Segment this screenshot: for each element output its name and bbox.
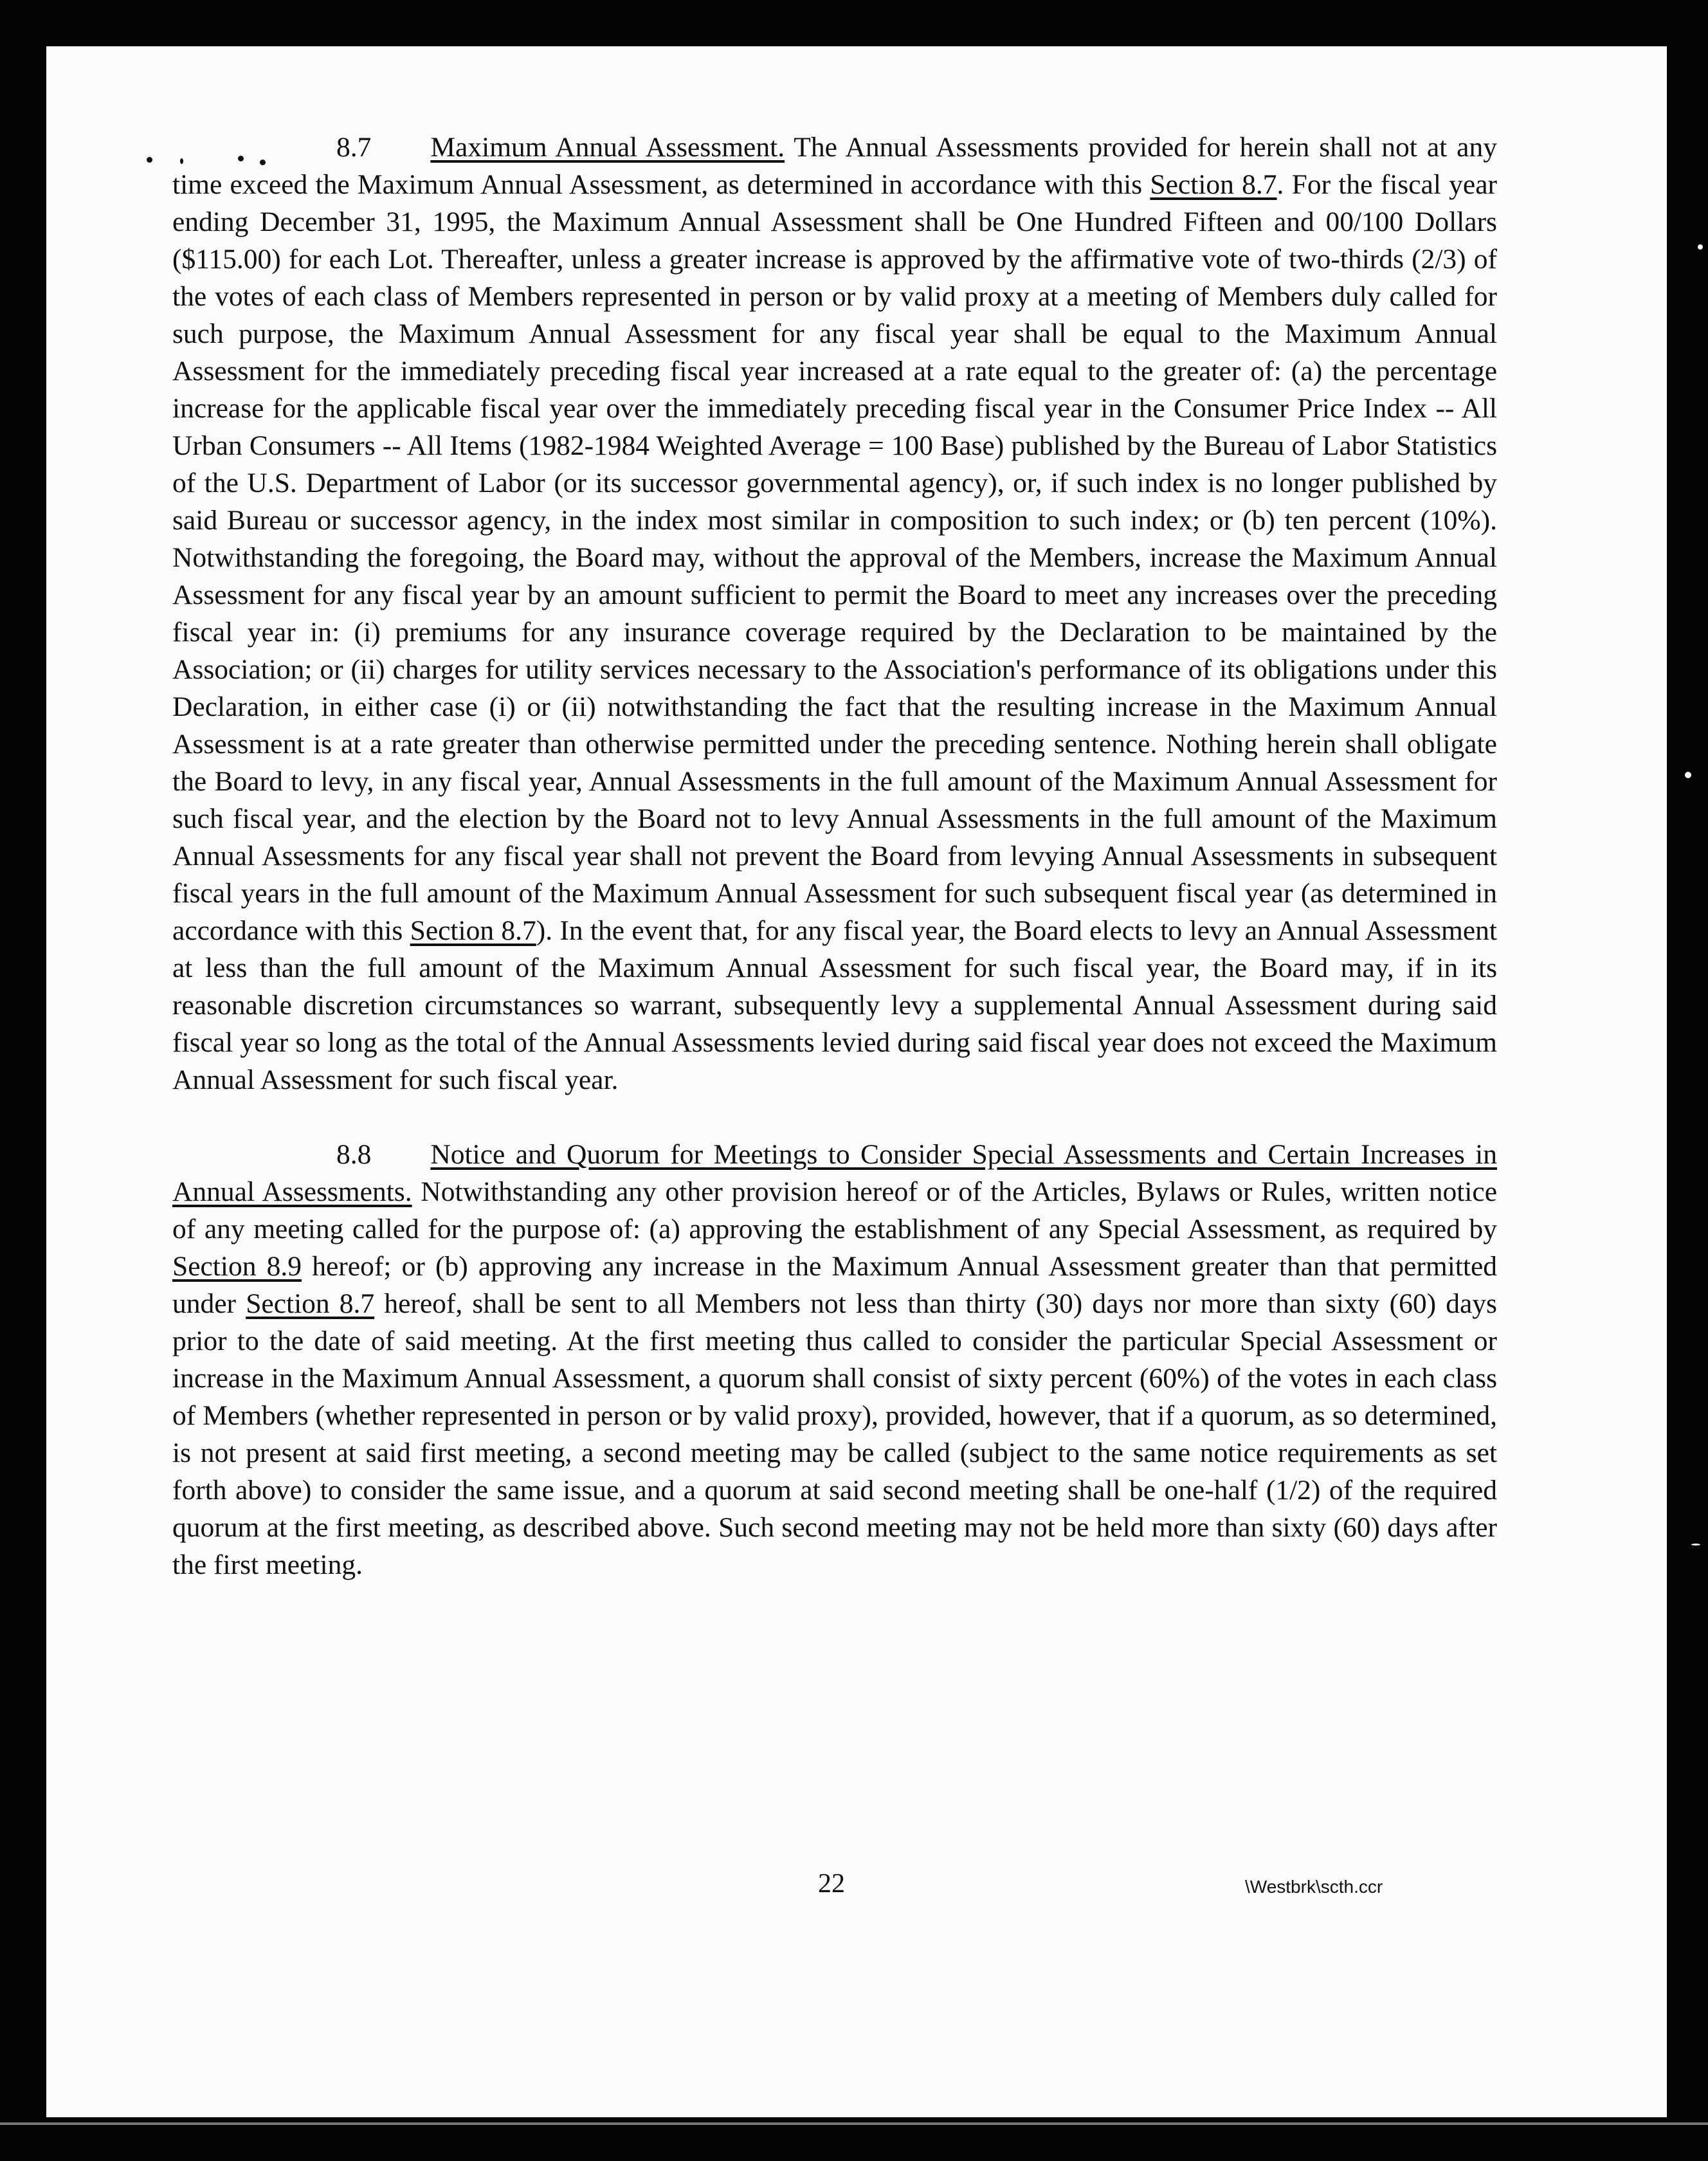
section-8-8 <box>172 1136 1497 1583</box>
section-text: The Annual Assessments provided for herein shall not at any time exceed the Maximum Annual Assessment, as determined in accordance with this <box>172 132 1497 200</box>
section-heading: Maximum Annual Assessment. <box>430 132 785 163</box>
scan-edge <box>0 2122 1708 2125</box>
document-body <box>172 129 1497 1583</box>
page-number: 22 <box>818 1869 845 1899</box>
section-text: ). In the event that, for any fiscal year, the Board elects to levy an Annual Assessment at less than the full amount of the Maximum Annual Assessment for such fiscal year, the Board may, if in its reasonable discretion circumstances so warrant, subsequently levy a supplemental Annual Assessment during said fiscal year so long as the total of the Annual Assessments levied during said fiscal year does not exceed the Maximum Annual Assessment for such fiscal year. <box>172 915 1498 1095</box>
scan-speck <box>1685 772 1691 778</box>
section-reference: Section 8.7 <box>246 1288 375 1319</box>
section-text: hereof, shall be sent to all Members not less than thirty (30) days nor more than sixty (60) days prior to the date of said meeting. At the first meeting thus called to consider the particular Special Assessment or increase in the Maximum Annual Assessment, a quorum shall consist of sixty percent (60%) of the votes in each class of Members (whether represented in person or by valid proxy), provided, however, that if a quorum, as so determined, is not present at said first meeting, a second meeting may be called (subject to the same notice requirements as set forth above) to consider the same issue, and a quorum at said second meeting shall be one-half (1/2) of the required quorum at the first meeting, as described above. Such second meeting may not be held more than sixty (60) days after the first meeting. <box>172 1288 1497 1580</box>
section-text: Notwithstanding any other provision hereof or of the Articles, Bylaws or Rules, written notice of any meeting called for the purpose of: (a) approving the establishment of any Special Assessment, as required by <box>172 1176 1497 1245</box>
section-text: . For the fiscal year ending December 31, 1995, the Maximum Annual Assessment shall be One Hundred Fifteen and 00/100 Dollars ($115.00) for each Lot. Thereafter, unless a greater increase is approved by the affirmative vote of two-thirds (2/3) of the votes of each class of Members represented in person or by valid proxy at a meeting of Members duly called for such purpose, the Maximum Annual Assessment for any fiscal year shall be equal to the Maximum Annual Assessment for the immediately preceding fiscal year increased at a rate equal to the greater of: (a) the percentage increase for the applicable fiscal year over the immediately preceding fiscal year in the Consumer Price Index -- All Urban Consumers -- All Items (1982-1984 Weighted Average = 100 Base) published by the Bureau of Labor Statistics of the U.S. Department of Labor (or its successor governmental agency), or, if such index is no longer published by said Bureau or successor agency, in the index most similar in composition to such index; or (b) ten percent (10%). Notwithstanding the foregoing, the Board may, without the approval of the Members, increase the Maximum Annual Assessment for any fiscal year by an amount sufficient to permit the Board to meet any increases over the preceding fiscal year in: (i) premiums for any insurance coverage required by the Declaration to be maintained by the Association; or (ii) charges for utility services necessary to the Association's performance of its obligations under this Declaration, in either case (i) or (ii) notwithstanding the fact that the resulting increase in the Maximum Annual Assessment is at a rate greater than otherwise permitted under the preceding sentence. Nothing herein shall obligate the Board to levy, in any fiscal year, Annual Assessments in the full amount of the Maximum Annual Assessment for such fiscal year, and the election by the Board not to levy Annual Assessments in the full amount of the Maximum Annual Assessments for any fiscal year shall not prevent the Board from levying Annual Assessments in subsequent fiscal years in the full amount of the Maximum Annual Assessment for such subsequent fiscal year (as determined in accordance with this <box>172 169 1498 946</box>
section-number: 8.8 <box>336 1139 372 1170</box>
section-text: hereof; or (b) approving any increase in the Maximum Annual Assessment greater than that permitted under <box>172 1251 1498 1319</box>
section-reference: Section 8.7 <box>410 915 536 946</box>
scan-speck <box>1691 1544 1700 1546</box>
section-number: 8.7 <box>336 132 372 163</box>
section-heading: Notice and Quorum for Meetings to Consider Special Assessments and Certain Increases in Annual Assessments. <box>172 1139 1497 1207</box>
section-reference: Section 8.7 <box>1150 169 1277 200</box>
scan-speck <box>1698 244 1703 250</box>
section-8-7 <box>172 129 1497 1099</box>
file-reference: \Westbrk\scth.ccr <box>1245 1877 1383 1897</box>
section-reference: Section 8.9 <box>172 1251 302 1282</box>
scan-speck <box>147 157 152 163</box>
